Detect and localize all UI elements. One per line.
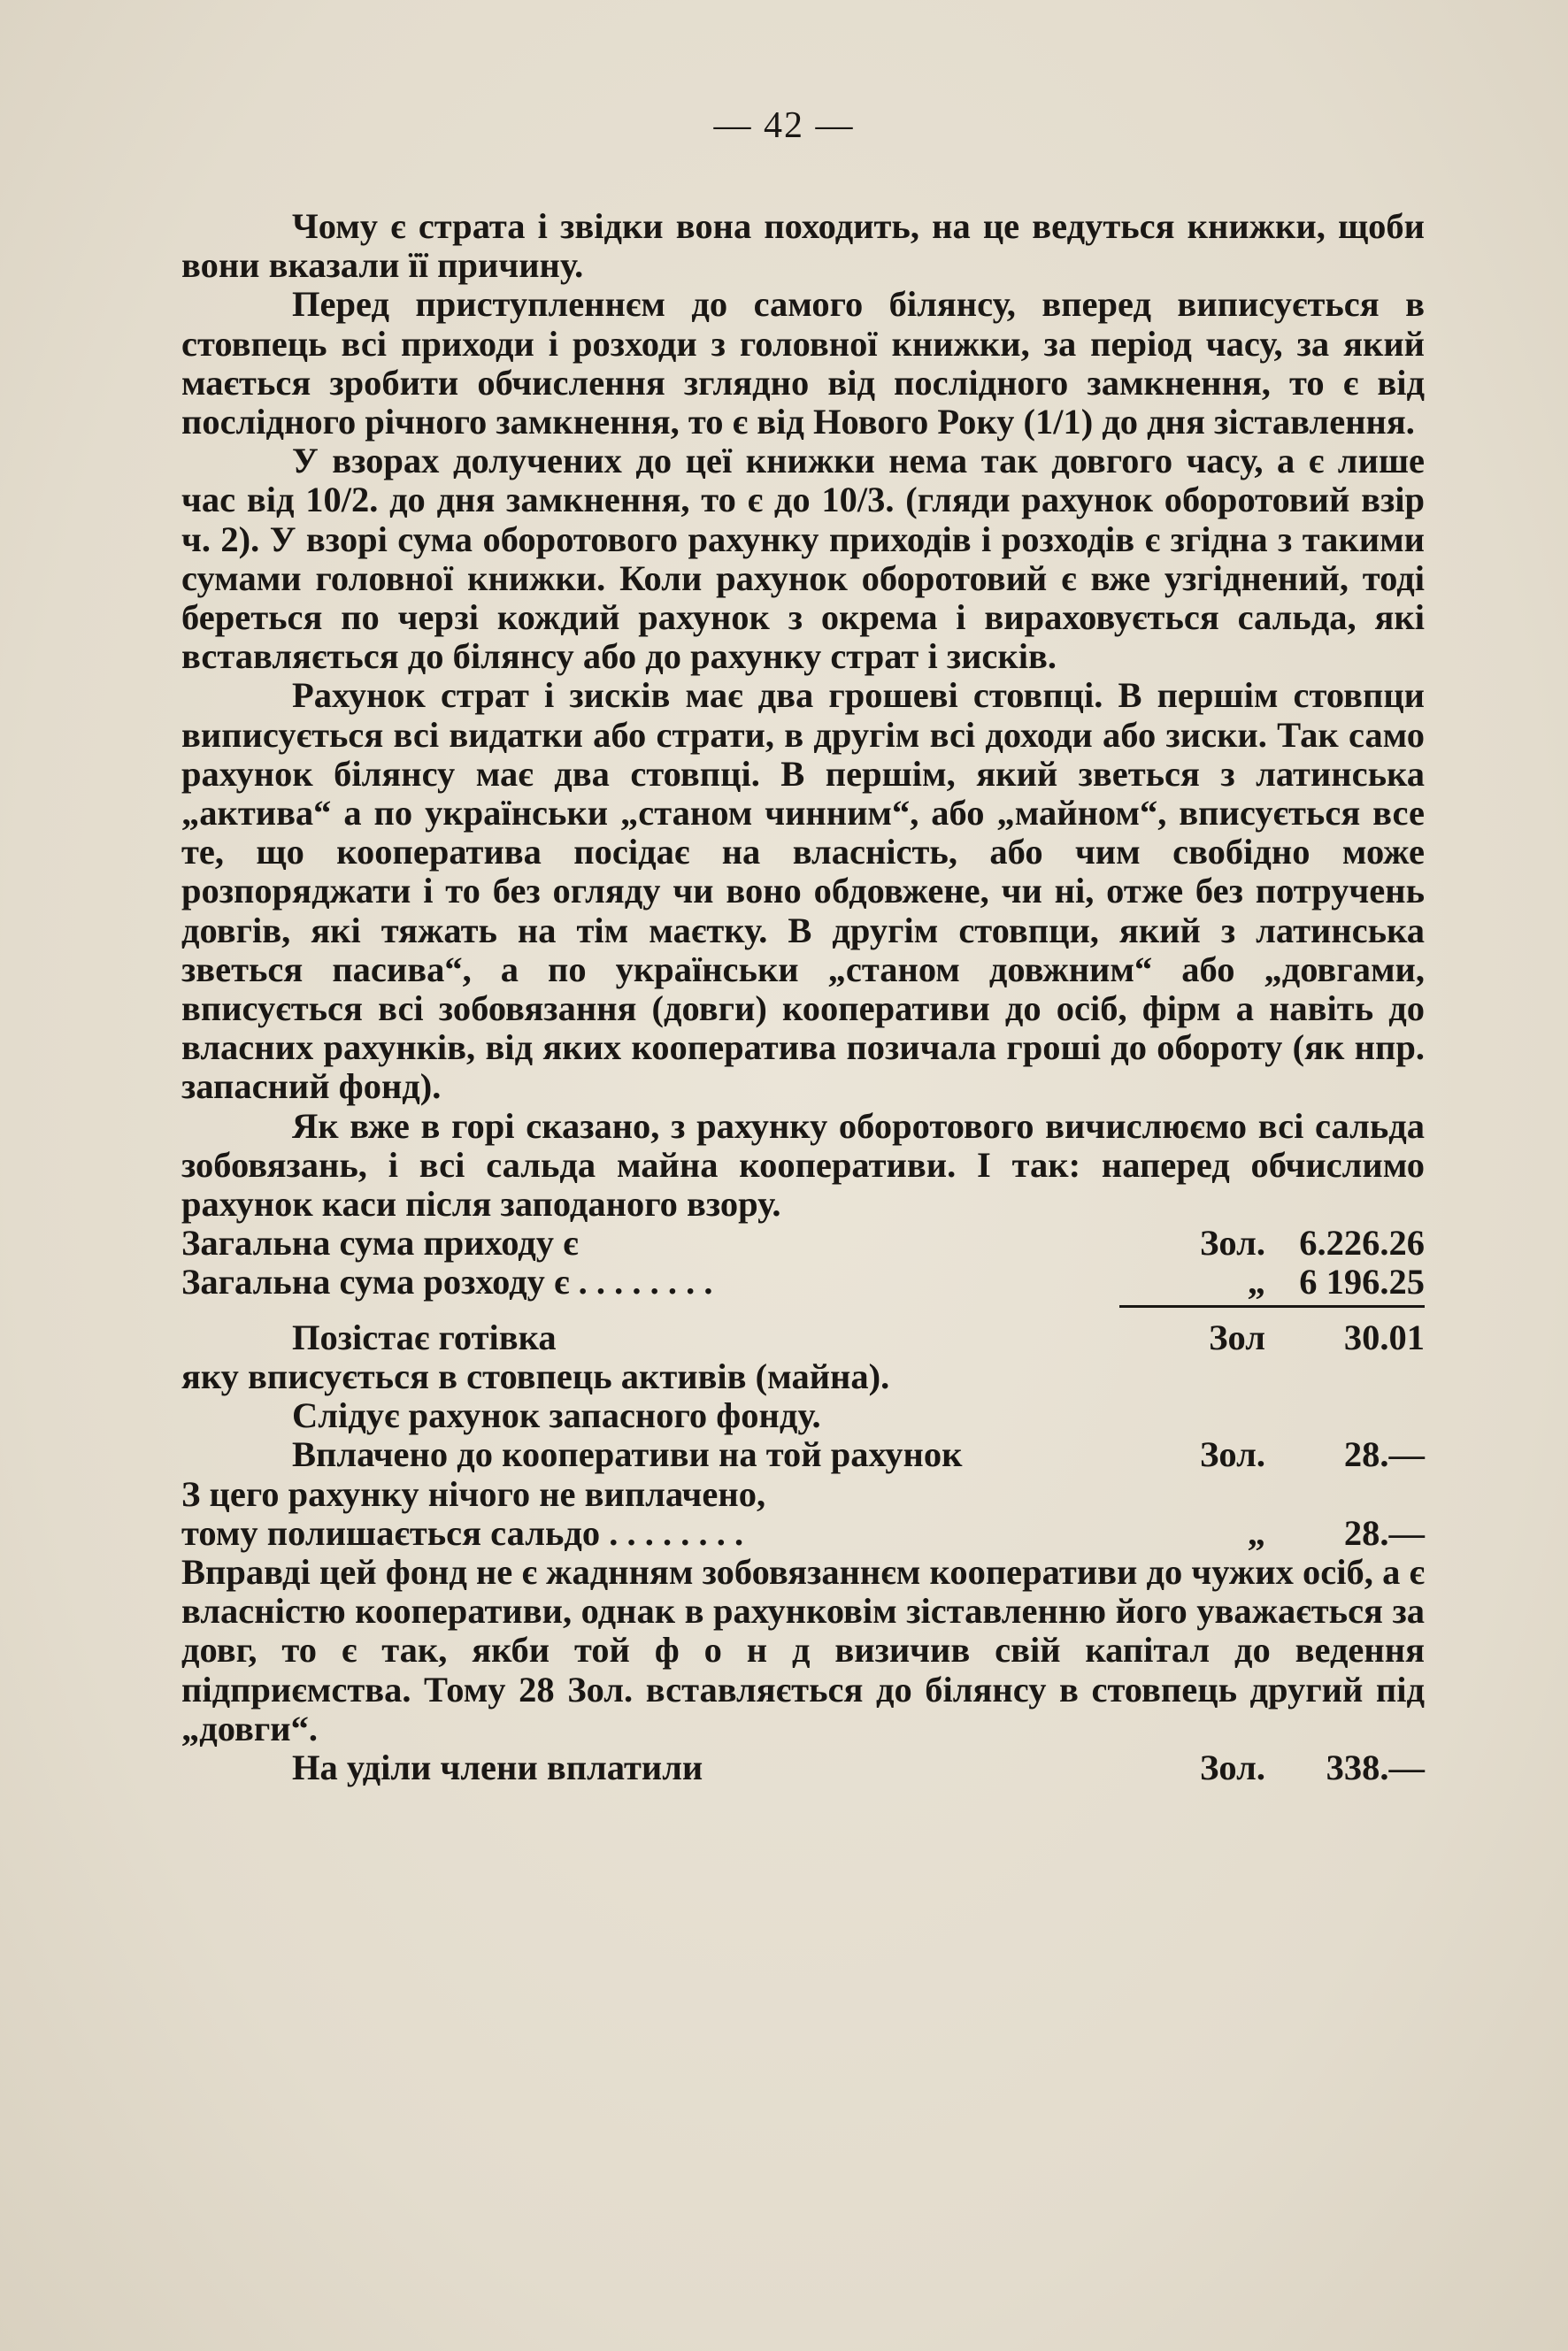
reserve-balance-label: тому полишається сальдо . . . . . . . . [181,1513,744,1553]
cash-expense-currency: „ [1247,1262,1265,1302]
cash-income-currency: Зол. [1200,1223,1265,1264]
cash-income-label: Загальна сума приходу є [181,1224,579,1264]
cash-remain-note-row [181,1357,1425,1396]
cash-expense-label: Загальна сума розходу є . . . . . . . . [181,1263,713,1302]
cash-remain-row [181,1318,1425,1357]
reserve-paid-currency: Зол. [1200,1434,1265,1475]
reserve-balance-row [181,1514,1425,1553]
reserve-none-paid: З цего рахунку нічого не виплачено, [181,1474,766,1514]
cash-remain-currency: Зол [1209,1317,1265,1357]
shares-row [181,1748,1425,1787]
reserve-paid-amount: 28.— [1343,1434,1425,1475]
shares-amount: 338.— [1326,1747,1425,1787]
cash-remain-note: яку вписується в стовпець активів (майна). [181,1356,890,1396]
reserve-balance-currency: „ [1247,1512,1265,1553]
paragraph-cash-calculation: Як вже в горі сказано, з рахунку оборотового вичислюємо всі сальда зобовязань, і всі сальда майна кооперативи. І так: наперед обчислимо рахунок каси після заподаного взору. [181,1105,1425,1225]
cash-income-row [181,1224,1425,1263]
sum-rule [1119,1305,1425,1308]
reserve-balance-amount: 28.— [1343,1512,1425,1553]
body-text [181,207,1425,1787]
reserve-intro-row [181,1396,1425,1435]
paragraph-reserve-explanation: Вправді цей фонд не є жаднням зобовязаннєм кооперативи до чужих осіб, а є власністю кооперативи, однак в рахунковім зіставленню його уважається за довг, то є так, якби той ф о н д визичив свій капітал до ведення підприємства. Тому 28 Зол. вставляється до білянсу в стовпець другий під „довги“. [181,1551,1425,1748]
sum-rule-row [181,1302,1425,1310]
cash-remain-amount: 30.01 [1343,1317,1425,1357]
reserve-paid-label: Вплачено до кооперативи на той рахунок [292,1435,963,1475]
shares-label: На уділи члени вплатили [292,1748,703,1787]
paragraph-loss-origin: Чому є страта і звідки вона походить, на це ведуться книжки, щоби вони вказали її причину. [181,206,1425,286]
cash-expense-row [181,1263,1425,1302]
paragraph-sample-forms: У взорах долучених до цеї книжки нема так довгого часу, а є лише час від 10/2. до дня замкнення, то є до 10/3. (гляди рахунок оборотовий взір ч. 2). У взорі сума оборотового рахунку приходів і розходів є згідна з такими сумами головної книжки. Коли рахунок оборотовий є вже узгіднений, тоді береться по черзі кождий рахунок з окрема і вираховується сальда, які вставляється до білянсу або до рахунку страт і зисків. [181,441,1425,677]
cash-expense-amount: 6 196.25 [1299,1262,1425,1302]
shares-currency: Зол. [1200,1747,1265,1787]
reserve-intro: Слідує рахунок запасного фонду. [292,1396,821,1436]
page-number: — 42 — [713,105,855,146]
cash-remain-label: Позістає готівка [292,1318,557,1357]
paragraph-balance-preparation: Перед приступленнєм до самого білянсу, вперед виписується в стовпець всі приходи і розходи з головної книжки, за період часу, за який мається зробити обчислення зглядно від послідного замкнення, то є від послідного річного замкнення, то є від Нового Року (1/1) до дня зіставлення. [181,284,1425,442]
cash-income-amount: 6.226.26 [1299,1223,1425,1264]
reserve-paid-row [181,1435,1425,1474]
reserve-none-paid-row [181,1475,1425,1514]
paragraph-columns-explained: Рахунок страт і зисків має два грошеві стовпці. В першім стовпци виписується всі видатки або страти, в другім всі доходи або зиски. Так само рахунок білянсу має два стовпці. В першім, який зветься з латинська „актива“ а по українськи „станом чинним“, або „майном“, вписується все те, що кооператива посідає на власність, або чим свобідно може розпоряджати і то без огляду чи воно обдовжене, чи ні, отже без потручень довгів, які тяжать на тім маєтку. В другім стовпци, який з латинська зветься пасива“, а по українськи „станом довжним“ або „довгами, вписується всі зобовязання (довги) кооперативи до осіб, фірм а навіть до власних рахунків, від яких кооператива позичала гроші до обороту (як нпр. запасний фонд). [181,675,1425,1107]
